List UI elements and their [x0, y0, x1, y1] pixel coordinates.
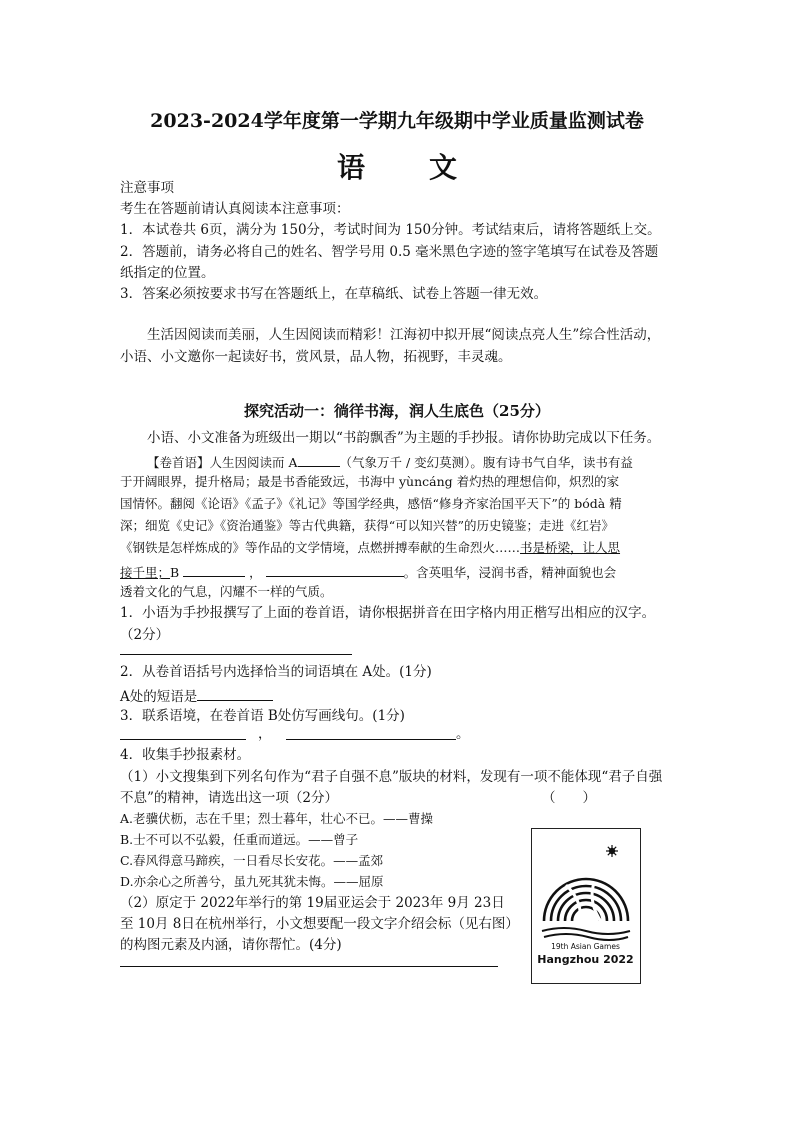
- answer-bracket[interactable]: （ ）: [542, 790, 596, 806]
- option-b: B.士不可以不弘毅，任重而道远。——曾子: [120, 832, 359, 847]
- notice-item-3: 3．答案必须按要求书写在答题纸上，在草稿纸、试卷上答题一律无效。: [120, 286, 548, 302]
- question-2: 2．从卷首语括号内选择恰当的词语填在 A处。(1分): [120, 664, 432, 680]
- answer-line-q3-1[interactable]: [120, 739, 246, 740]
- question-4-1: （1）小文搜集到下列名句作为“君子自强不息”版块的材料，发现有一项不能体现“君子自强: [120, 769, 663, 785]
- exam-title: 2023-2024学年度第一学期九年级期中学业质量监测试卷: [150, 110, 644, 132]
- preface-line-5: [120, 542, 620, 555]
- question-4-1-cont: 不息”的精神，请选出这一项（2分）: [120, 790, 338, 806]
- option-d: D.亦余心之所善兮，虽九死其犹未悔。——屈原: [120, 874, 384, 889]
- option-a: A.老骥伏枥，志在千里；烈士暮年，壮心不已。——曹操: [120, 811, 434, 826]
- underlined-sentence: 书是桥梁，让人思: [520, 540, 621, 555]
- notice-item-1: 1．本试卷共 6页，满分为 150分，考试时间为 150分钟。考试结束后，请将答题纸上交。: [120, 222, 661, 238]
- blank-b-1[interactable]: [183, 564, 245, 577]
- option-c: C.春风得意马蹄疾，一日看尽长安花。——孟郊: [120, 853, 384, 868]
- underlined-sentence: 接千里；: [120, 565, 171, 580]
- q3-period: 。: [456, 726, 470, 742]
- blank-a[interactable]: [298, 454, 340, 467]
- emblem-caption-line-2: Hangzhou 2022: [537, 953, 634, 966]
- blank-b-2[interactable]: [266, 564, 404, 577]
- notice-intro: 考生在答题前请认真阅读本注意事项：: [120, 201, 350, 217]
- intro-paragraph-line-1: 生活因阅读而美丽，人生因阅读而精彩！江海初中拟开展“阅读点亮人生”综合性活动，: [147, 327, 661, 343]
- question-1-points: （2分）: [120, 627, 170, 643]
- preface-line-2: 于开阔眼界，提升格局；最是书香能致远，书海中 yùncáng 着灼热的理想信仰，炽烈的家: [120, 474, 620, 489]
- answer-line-q1[interactable]: [120, 654, 352, 655]
- question-4-2-cont: 的构图元素及内涵，请你帮忙。(4分): [120, 937, 342, 953]
- emblem-caption-line-1: 19th Asian Games: [551, 942, 620, 951]
- question-3: 3．联系语境，在卷首语 B处仿写画线句。(1分): [120, 708, 405, 724]
- preface-text: （气象万千 / 变幻莫测）。腹有诗书气自华，读书有益: [339, 455, 633, 470]
- preface-text: 【卷首语】人生因阅读而 A: [147, 455, 298, 470]
- preface-line-6: [120, 564, 616, 580]
- question-2-answer: [120, 688, 273, 705]
- q3-comma: ，: [258, 726, 272, 742]
- preface-line-1: [147, 454, 633, 470]
- answer-label: A处的短语是: [120, 689, 198, 705]
- activity-task: 小语、小文准备为班级出一期以“书韵飘香”为主题的手抄报。请你协助完成以下任务。: [147, 430, 661, 446]
- asian-games-emblem: [531, 828, 641, 984]
- preface-text: ，: [249, 565, 262, 580]
- b-label: B: [170, 565, 180, 580]
- question-1: 1．小语为手抄报撰写了上面的卷首语，请你根据拼音在田字格内用正楷写出相应的汉字。: [120, 605, 656, 621]
- notice-heading: 注意事项: [120, 180, 174, 196]
- preface-text: 。含英咀华，浸润书香，精神面貌也会: [403, 565, 617, 580]
- preface-line-7: 透着文化的气息，闪耀不一样的气质。: [120, 584, 333, 599]
- notice-item-2-cont: 纸指定的位置。: [120, 265, 215, 281]
- notice-item-2: 2．答题前，请务必将自己的姓名、智学号用 0.5 毫米黑色字迹的签字笔填写在试卷及答题: [120, 244, 659, 260]
- question-4: 4．收集手抄报素材。: [120, 747, 251, 763]
- intro-paragraph-line-2: 小语、小文邀你一起读好书，赏风景，品人物，拓视野，丰灵魂。: [120, 349, 512, 365]
- question-4-2-cont: 至 10月 8日在杭州举行，小文想要配一段文字介绍会标（见右图）: [120, 916, 519, 932]
- question-4-2: （2）原定于 2022年举行的第 19届亚运会于 2023年 9月 23日: [120, 895, 505, 911]
- activity-heading: 探究活动一：徜徉书海，润人生底色（25分）: [244, 402, 550, 420]
- answer-line-q4-2[interactable]: [120, 966, 498, 967]
- answer-blank-q2[interactable]: [197, 688, 273, 701]
- preface-line-3: 国情怀。翻阅《论语》《孟子》《礼记》等国学经典，感悟“修身齐家治国平天下”的 bódà 精: [120, 496, 622, 511]
- preface-text: 《钢铁是怎样炼成的》等作品的文学情境，点燃拼搏奉献的生命烈火……: [120, 540, 521, 555]
- answer-line-q3-2[interactable]: [286, 739, 456, 740]
- preface-line-4: 深；细览《史记》《资治通鉴》等古代典籍，获得“可以知兴替”的历史镜鉴；走进《红岩》: [120, 518, 615, 533]
- subject-title: 语文: [336, 151, 521, 184]
